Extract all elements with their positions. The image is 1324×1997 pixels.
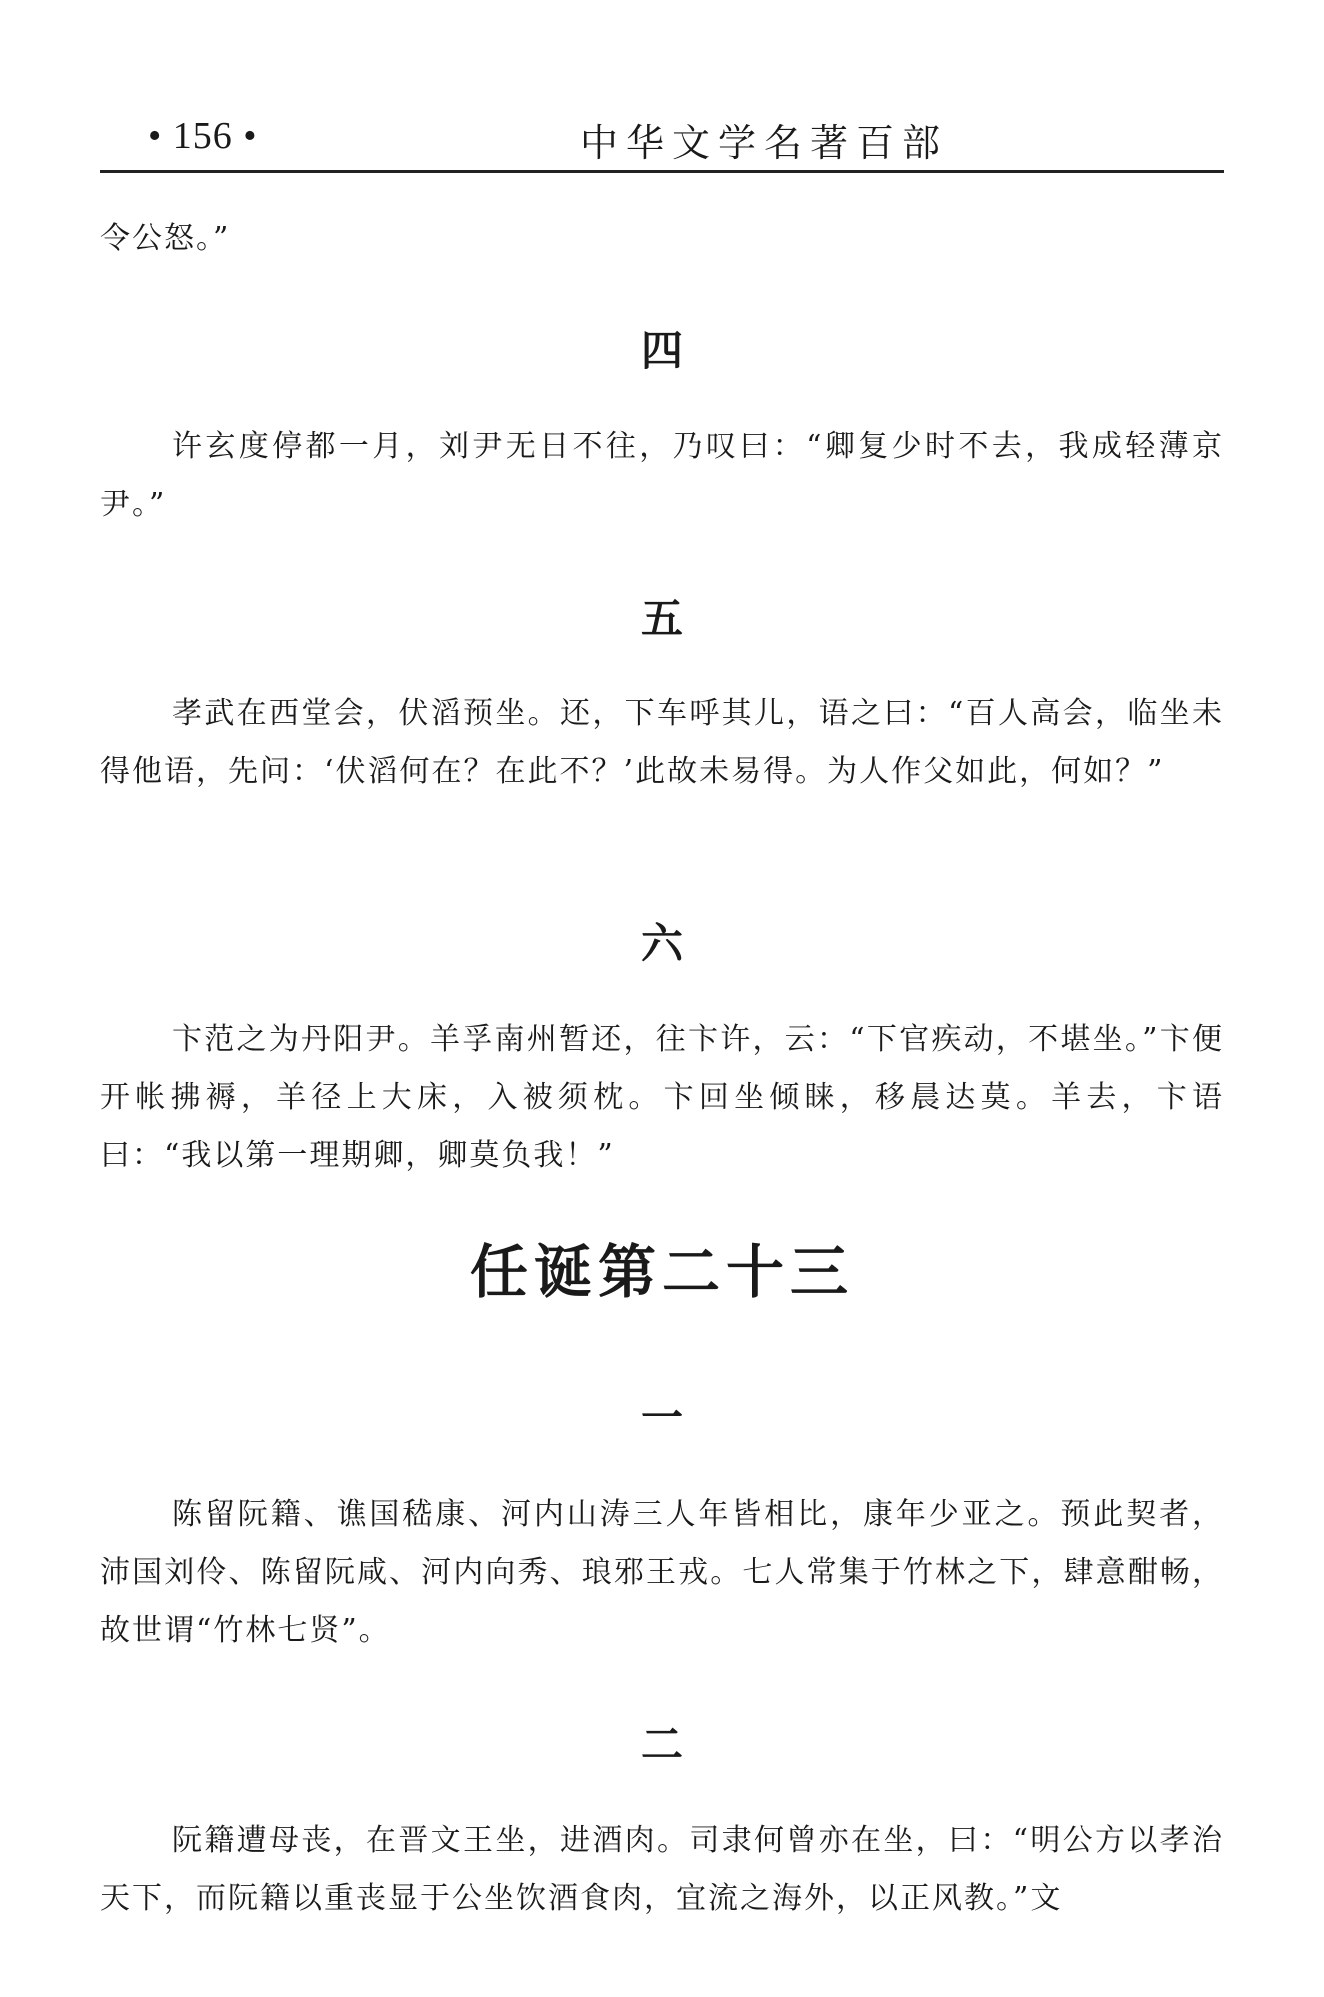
section-text-5: 孝武在西堂会，伏滔预坐。还，下车呼其儿，语之曰：“百人高会，临坐未得他语，先问：‘伏滔何在？在此不？’此故未易得。为人作父如此，何如？”: [100, 696, 1224, 789]
section-heading-5: 五: [640, 594, 683, 643]
section-text-6: 卞范之为丹阳尹。羊孚南州暂还，往卞许，云：“下官疾动，不堪坐。”卞便开帐拂褥，羊径上大床，入被须枕。卞回坐倾睐，移晨达莫。羊去，卞语曰：“我以第一理期卿，卿莫负我！”: [100, 1022, 1224, 1173]
section-text-4: 许玄度停都一月，刘尹无日不往，乃叹曰：“卿复少时不去，我成轻薄京尹。”: [100, 429, 1224, 522]
section-heading-6: 六: [640, 919, 683, 968]
section-heading-4: 四: [640, 326, 683, 375]
section-heading-1: 一: [640, 1393, 683, 1442]
chapter-title: 任诞第二十三: [469, 1238, 854, 1306]
page-header: [100, 108, 1224, 173]
section-text-1: 陈留阮籍、谯国嵇康、河内山涛三人年皆相比，康年少亚之。预此契者，沛国刘伶、陈留阮咸、河内向秀、琅邪王戎。七人常集于竹林之下，肆意酣畅，故世谓“竹林七贤”。: [100, 1497, 1224, 1648]
section-heading-2: 二: [640, 1720, 683, 1769]
book-title: 中华文学名著百部: [580, 121, 949, 165]
section-text-2: 阮籍遭母丧，在晋文王坐，进酒肉。司隶何曾亦在坐，曰：“明公方以孝治天下，而阮籍以重丧显于公坐饮酒食肉，宜流之海外，以正风教。”文: [100, 1823, 1224, 1916]
page-number: • 156 •: [148, 115, 258, 157]
continued-paragraph: 令公怒。”: [100, 221, 231, 256]
